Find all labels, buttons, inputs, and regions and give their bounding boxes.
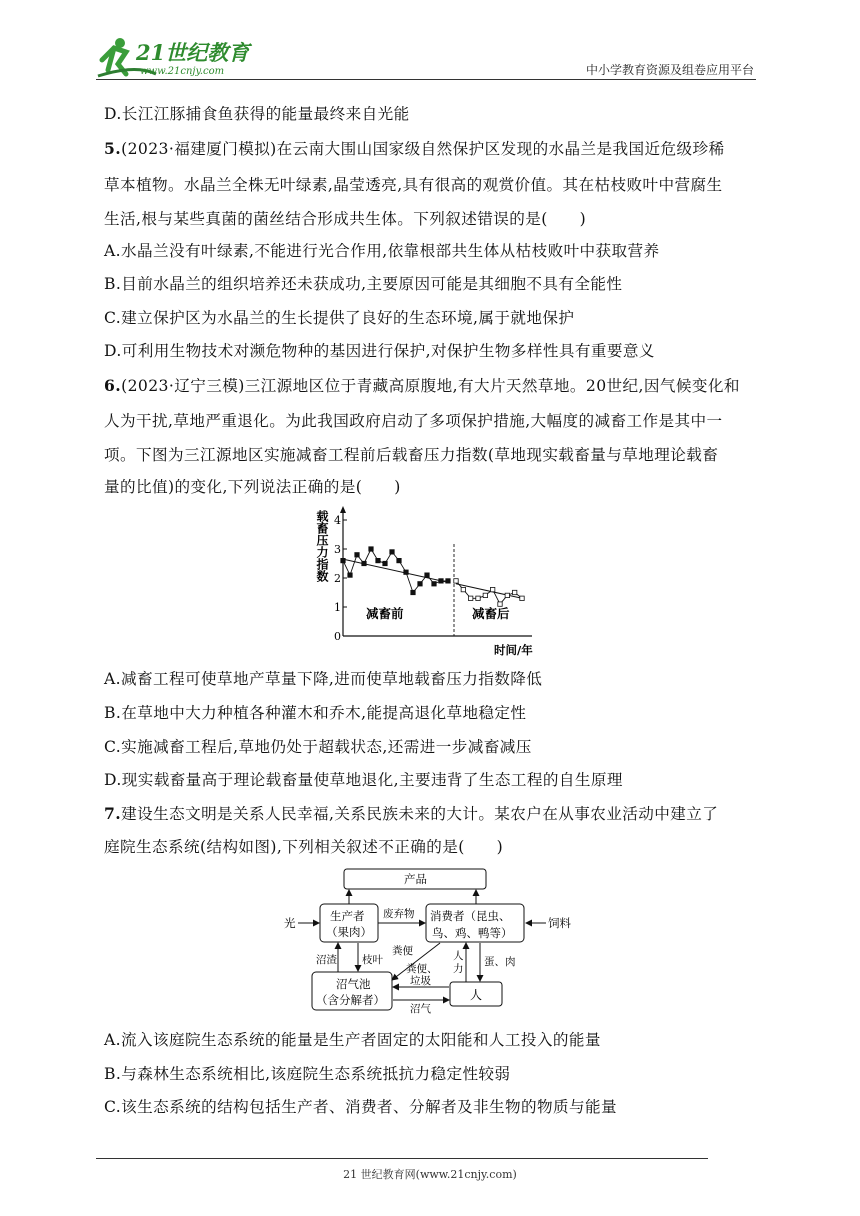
line-q5-option-c: C.建立保护区为水晶兰的生长提供了良好的生态环境,属于就地保护 — [104, 309, 575, 327]
data-point-after — [461, 587, 465, 591]
line-q6-stem-2: 人为干扰,草地严重退化。为此我国政府启动了多项保护措施,大幅度的减畜工作是其中一 — [104, 412, 723, 430]
data-point-after — [512, 590, 516, 594]
y-tick-label: 3 — [334, 543, 341, 556]
leaves-label: 枝叶 — [362, 954, 383, 966]
labor-label-1: 人 — [453, 950, 464, 962]
site-logo — [96, 34, 256, 80]
region-label-after: 减畜后 — [472, 606, 510, 621]
footer-divider — [96, 1158, 708, 1159]
waste-label: 废弃物 — [383, 908, 415, 920]
consumer-label: 消费者（昆虫、 — [430, 909, 511, 923]
line-q6-option-b: B.在草地中大力种植各种灌木和乔木,能提高退化草地稳定性 — [104, 704, 527, 722]
producer-sub-label: （果肉） — [326, 925, 372, 939]
data-point-after — [454, 579, 458, 583]
line-q5-stem-3: 生活,根与某些真菌的菌丝结合形成共生体。下列叙述错误的是( ) — [104, 210, 587, 228]
line-q6-option-d: D.现实载畜量高于理论载畜量使草地退化,主要违背了生态工程的自生原理 — [104, 771, 623, 789]
line-q6-option-a: A.减畜工程可使草地产草量下降,进而使草地载畜压力指数降低 — [104, 670, 543, 688]
data-point-before — [383, 561, 387, 565]
trend-line — [343, 559, 448, 582]
footer-text: 21 世纪教育网(www.21cnjy.com) — [343, 1168, 517, 1181]
data-point-before — [404, 570, 408, 574]
line-q5-stem-2: 草本植物。水晶兰全株无叶绿素,晶莹透亮,具有很高的观赏价值。其在枯枝败叶中营腐生 — [104, 176, 723, 194]
labor-label-2: 力 — [453, 963, 464, 975]
line-q6-stem-3: 项。下图为三江源地区实施减畜工程前后载畜压力指数(草地现实载畜量与草地理论载畜 — [104, 446, 719, 464]
line-q6-option-c: C.实施减畜工程后,草地仍处于超载状态,还需进一步减畜减压 — [104, 738, 532, 756]
data-point-before — [432, 582, 436, 586]
dung-garbage-label-2: 垃圾 — [410, 975, 431, 987]
courtyard-ecosystem-diagram — [280, 864, 580, 1014]
chart-ylabel: 载畜压力指数 — [315, 510, 329, 582]
data-point-before — [446, 579, 450, 583]
feed-label: 饲料 — [548, 916, 571, 930]
line-q5-option-a: A.水晶兰没有叶绿素,不能进行光合作用,依靠根部共生体从枯枝败叶中获取营养 — [104, 242, 660, 260]
data-point-after — [468, 596, 472, 600]
data-point-after — [498, 602, 502, 606]
data-point-before — [411, 590, 415, 594]
y-tick-label: 1 — [334, 601, 341, 614]
light-label: 光 — [284, 916, 296, 930]
line-q5-stem-1: 5.(2023·福建厦门模拟)在云南大围山国家级自然保护区发现的水晶兰是我国近危级珍稀 — [104, 139, 725, 158]
line-q5-option-b: B.目前水晶兰的组织培养还未获成功,主要原因可能是其细胞不具有全能性 — [104, 275, 623, 293]
chart-xlabel: 时间/年 — [494, 643, 533, 657]
consumer-sub-label: 鸟、鸡、鸭等） — [432, 926, 513, 940]
data-point-before — [376, 558, 380, 562]
producer-label: 生产者 — [330, 909, 365, 923]
biogas-label: 沼气池 — [336, 977, 371, 991]
line-q6-stem-1: 6.(2023·辽宁三模)三江源地区位于青藏高原腹地,有大片天然草地。20世纪,因气候变化和 — [104, 376, 740, 395]
residue-label: 沼渣 — [316, 954, 337, 966]
line-q7-option-c: C.该生态系统的结构包括生产者、消费者、分解者及非生物的物质与能量 — [104, 1098, 617, 1116]
pressure-index-chart — [310, 502, 550, 662]
human-label: 人 — [470, 988, 483, 1002]
region-label-before: 减畜前 — [366, 606, 404, 621]
line-q7-option-b: B.与森林生态系统相比,该庭院生态系统抵抗力稳定性较弱 — [104, 1065, 511, 1083]
line-q7-stem-2: 庭院生态系统(结构如图),下列相关叙述不正确的是( ) — [104, 838, 504, 856]
data-point-before — [390, 550, 394, 554]
biogas-sub-label: （含分解者） — [316, 993, 385, 1007]
data-point-after — [520, 596, 524, 600]
logo-url-text: www.21cnjy.com — [140, 66, 225, 77]
dung-garbage-label-1: 粪便、 — [406, 963, 438, 975]
data-point-before — [397, 558, 401, 562]
data-point-after — [505, 593, 509, 597]
dung-label: 粪便 — [392, 945, 413, 957]
data-point-before — [369, 547, 373, 551]
y-tick-label: 2 — [334, 572, 341, 585]
data-point-before — [425, 573, 429, 577]
gas-label: 沼气 — [410, 1003, 431, 1014]
data-point-before — [341, 558, 345, 562]
line-q5-option-d: D.可利用生物技术对濒危物种的基因进行保护,对保护生物多样性具有重要意义 — [104, 342, 655, 360]
product-label: 产品 — [404, 872, 427, 886]
line-q7-option-a: A.流入该庭院生态系统的能量是生产者固定的太阳能和人工投入的能量 — [104, 1031, 601, 1049]
line-q6-stem-4: 量的比值)的变化,下列说法正确的是( ) — [104, 478, 401, 496]
line-q7-stem-1: 7.建设生态文明是关系人民幸福,关系民族未来的大计。某农户在从事农业活动中建立了 — [104, 804, 719, 823]
data-point-before — [418, 582, 422, 586]
line-q4-d: D.长江江豚捕食鱼获得的能量最终来自光能 — [104, 105, 410, 123]
eggs-label: 蛋、肉 — [484, 956, 516, 968]
header-platform-text: 中小学教育资源及组卷应用平台 — [585, 63, 754, 77]
data-point-before — [362, 561, 366, 565]
data-point-after — [476, 596, 480, 600]
y-tick-label: 4 — [334, 514, 341, 527]
data-point-before — [439, 579, 443, 583]
y-tick-label: 0 — [334, 630, 341, 643]
data-point-before — [355, 553, 359, 557]
logo-main-text: 21世纪教育 — [136, 40, 250, 65]
data-point-before — [348, 573, 352, 577]
data-point-after — [490, 587, 494, 591]
header-divider — [96, 79, 756, 80]
data-point-after — [483, 593, 487, 597]
